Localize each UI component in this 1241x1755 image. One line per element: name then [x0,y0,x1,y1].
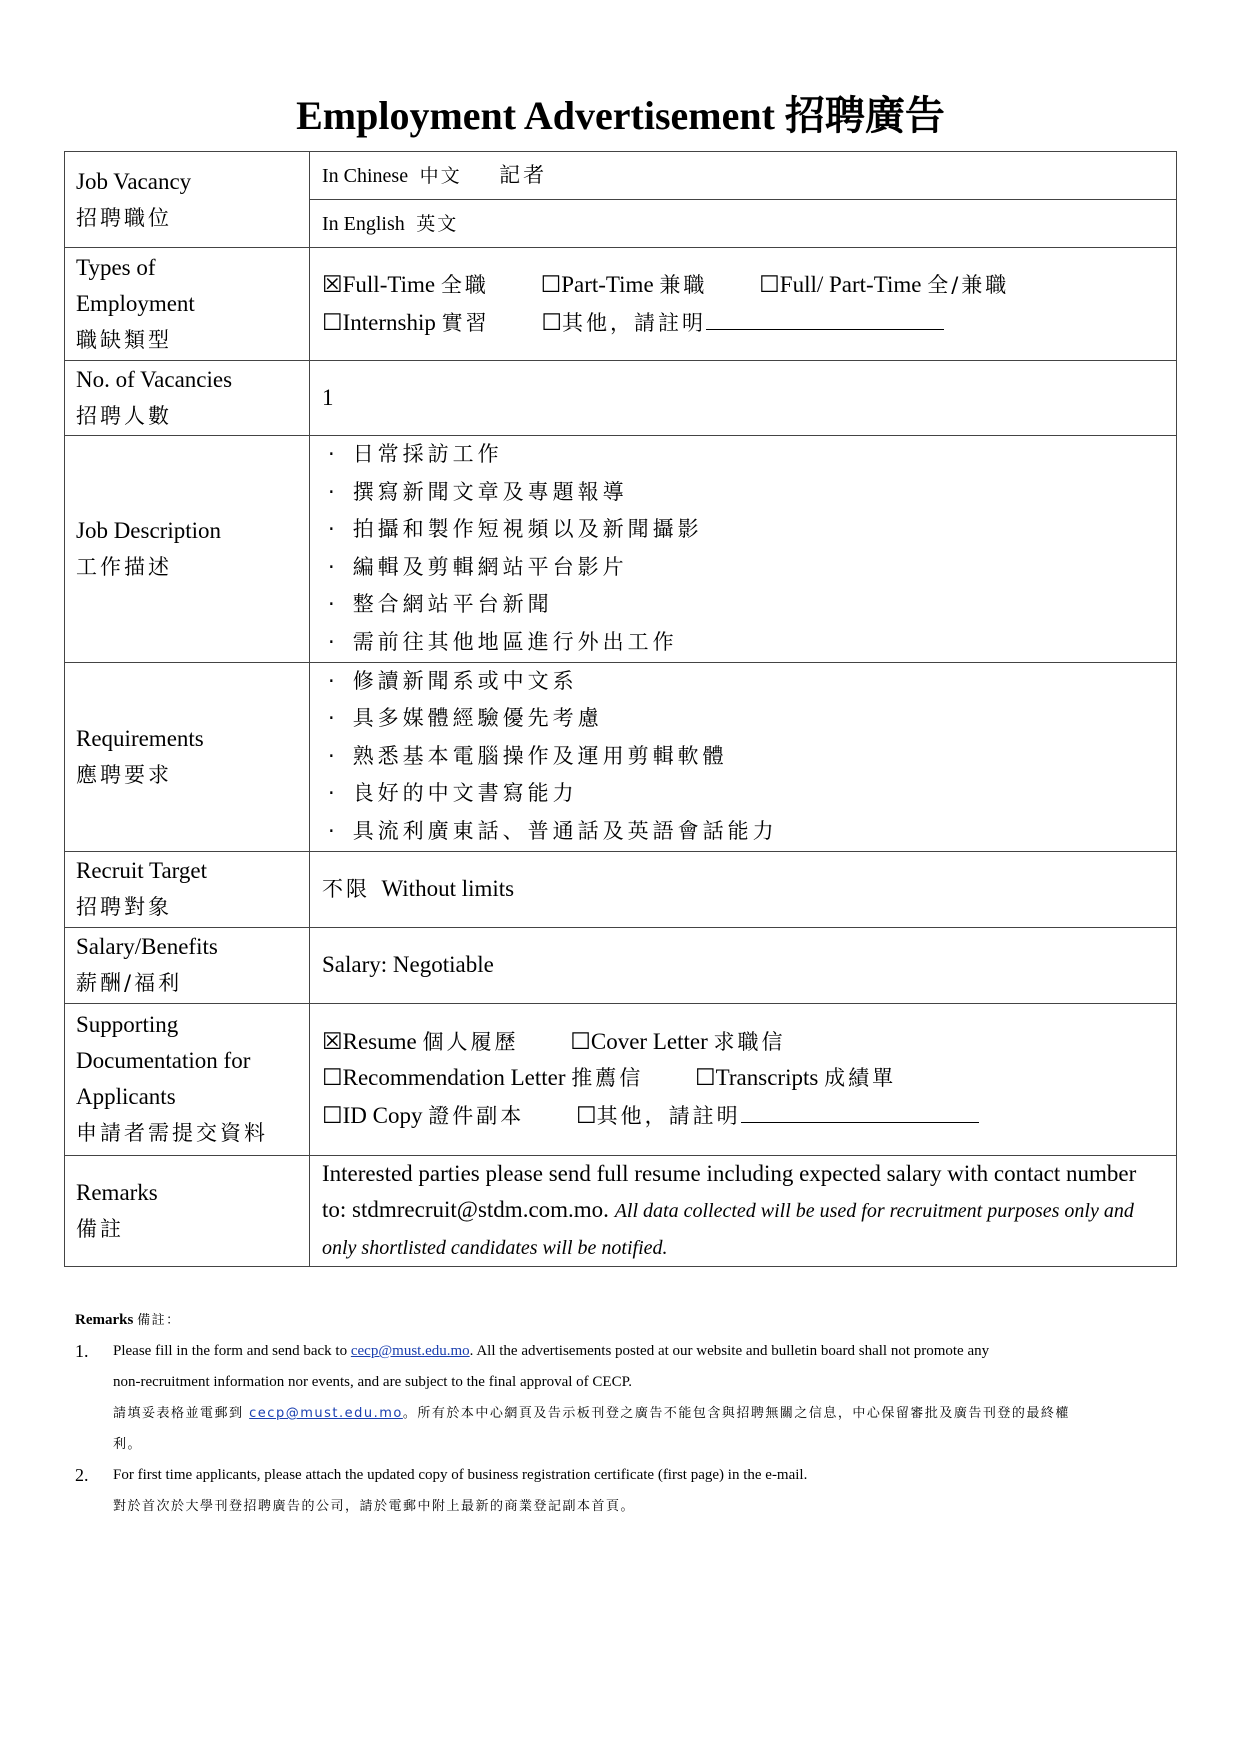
unchecked-box-icon: ☐ [570,1029,591,1055]
option-full-time[interactable]: ☒Full-Time 全職 [322,272,489,297]
option-doc-other[interactable]: ☐其他，請註明 [576,1096,979,1134]
salary-label-zh: 薪酬/福利 [76,971,183,996]
requirements-label-en: Requirements [76,725,204,751]
remarks-row [65,1155,1177,1266]
list-item: · 整合網站平台新聞 [322,586,1164,624]
notes-heading: Remarks [75,1312,134,1328]
list-item: · 良好的中文書寫能力 [322,775,1164,813]
list-item: · 修讀新聞系或中文系 [322,663,1164,701]
recruit-target-row [65,851,1177,927]
job-description-row [65,436,1177,663]
page-title: Employment Advertisement 招聘廣告 [296,93,945,138]
remarks-value[interactable]: Interested parties please send full resume including expected salary with contact number to: stdmrecruit@stdm.com.mo. All data collected will be used for recruitment purposes only and only shortlisted candidates will be notified. [310,1155,1177,1266]
employment-type-label [65,248,310,361]
other-specify-field[interactable] [706,303,944,330]
requirements-label-zh: 應聘要求 [76,762,172,787]
job-description-label-zh: 工作描述 [76,554,172,579]
checked-box-icon: ☒ [322,272,343,297]
option-recommendation-letter[interactable]: ☐Recommendation Letter 推薦信 [322,1065,644,1091]
salary-value[interactable]: Salary: Negotiable [310,927,1177,1003]
in-chinese-label: In Chinese [322,165,409,187]
documentation-row [65,1003,1177,1155]
recruit-target-value[interactable]: 不限 Without limits [310,851,1177,927]
doc-other-specify-field[interactable] [741,1096,979,1123]
contact-email: stdmrecruit@stdm.com.mo. [352,1196,609,1222]
list-item: · 具流利廣東話、普通話及英語會話能力 [322,813,1164,851]
notes-heading-zh: 備註： [137,1313,181,1328]
requirements-label [65,662,310,851]
cecp-email-link-zh[interactable]: cecp@must.edu.mo [249,1406,403,1421]
unchecked-box-icon: ☐ [322,310,343,335]
salary-row [65,927,1177,1003]
recruit-target-label-zh: 招聘對象 [76,895,172,920]
job-vacancy-chinese-value: 記者 [499,163,548,187]
job-vacancy-row [65,152,1177,200]
list-item: · 撰寫新聞文章及專題報導 [322,474,1164,512]
salary-label-en: Salary/Benefits [76,934,218,960]
option-other[interactable]: ☐其他，請註明 [541,303,944,341]
in-english-label: In English [322,213,405,235]
vacancies-label-zh: 招聘人數 [76,404,172,428]
employment-type-options [310,248,1177,361]
job-description-cell[interactable] [310,436,1177,663]
vacancies-label-en: No. of Vacancies [76,367,233,392]
requirements-row [65,662,1177,851]
employment-type-label-en-1: Types of [76,255,156,280]
job-vacancy-label [65,152,310,248]
recruit-target-label-en: Recruit Target [76,858,208,884]
checked-box-icon: ☒ [322,1029,343,1055]
vacancies-label [65,361,310,436]
job-description-label-en: Job Description [76,517,222,543]
list-item: · 日常採訪工作 [322,436,1164,474]
note-item-1: 1. Please fill in the form and send back to cecp@must.edu.mo. All the advertisements posted at our website and bulletin board shall not promote any non-recruitment information nor events, and are subject to the final approval of CECP. 請填妥表格並電郵到 cecp@must.edu.mo。所有於本中心網頁及告示板刊登之廣告不能包含與招聘無關之信息，中心保留審批及廣告刊登的最終權 利。 [75,1341,1070,1452]
note-item-2: 2. For first time applicants, please attach the updated copy of business registration certificate (first page) in the e-mail. 對於首次於大學刊登招聘廣告的公司，請於電郵中附上最新的商業登記副本首頁。 [75,1465,808,1514]
option-internship[interactable]: ☐Internship 實習 [322,310,490,335]
unchecked-box-icon: ☐ [759,272,780,297]
option-id-copy[interactable]: ☐ID Copy 證件副本 [322,1103,525,1129]
in-chinese-label-zh: 中文 [419,165,462,187]
in-english-label-zh: 英文 [416,213,459,235]
vacancies-value[interactable]: 1 [310,361,1177,436]
job-vacancy-chinese-cell[interactable] [310,152,1177,200]
job-description-label [65,436,310,663]
unchecked-box-icon: ☐ [541,310,563,335]
unchecked-box-icon: ☐ [576,1103,597,1129]
option-part-time[interactable]: ☐Part-Time 兼職 [540,272,708,297]
salary-label [65,927,310,1003]
job-description-list [322,436,1164,662]
application-form-table [64,151,1177,1267]
option-full-part-time[interactable]: ☐Full/ Part-Time 全/兼職 [759,272,1010,297]
list-item: · 具多媒體經驗優先考慮 [322,700,1164,738]
employment-type-label-zh: 職缺類型 [76,328,172,352]
documentation-options [310,1003,1177,1155]
list-item: · 拍攝和製作短視頻以及新聞攝影 [322,511,1164,549]
cecp-email-link[interactable]: cecp@must.edu.mo [350,1343,470,1359]
option-resume[interactable]: ☒Resume 個人履歷 [322,1029,519,1055]
option-cover-letter[interactable]: ☐Cover Letter 求職信 [570,1029,786,1055]
unchecked-box-icon: ☐ [540,272,562,297]
job-vacancy-label-en: Job Vacancy [76,168,192,194]
list-item: · 需前往其他地區進行外出工作 [322,624,1164,662]
requirements-list [322,663,1164,851]
unchecked-box-icon: ☐ [322,1103,343,1129]
list-item: · 熟悉基本電腦操作及運用剪輯軟體 [322,738,1164,776]
list-item: · 編輯及剪輯網站平台影片 [322,549,1164,587]
remarks-label: Remarks 備註 [65,1155,310,1266]
unchecked-box-icon: ☐ [695,1065,716,1091]
employment-type-label-en-2: Employment [76,291,195,316]
employment-type-row [65,248,1177,361]
footer-notes [75,1305,1175,1522]
vacancies-row [65,361,1177,436]
job-vacancy-english-cell[interactable] [310,200,1177,248]
unchecked-box-icon: ☐ [322,1065,343,1091]
requirements-cell[interactable] [310,662,1177,851]
job-vacancy-label-zh: 招聘職位 [76,205,172,230]
recruit-target-label [65,851,310,927]
option-transcripts[interactable]: ☐Transcripts 成績單 [695,1065,897,1091]
documentation-label: Supporting Documentation for Applicants 申請者需提交資料 [65,1003,310,1155]
